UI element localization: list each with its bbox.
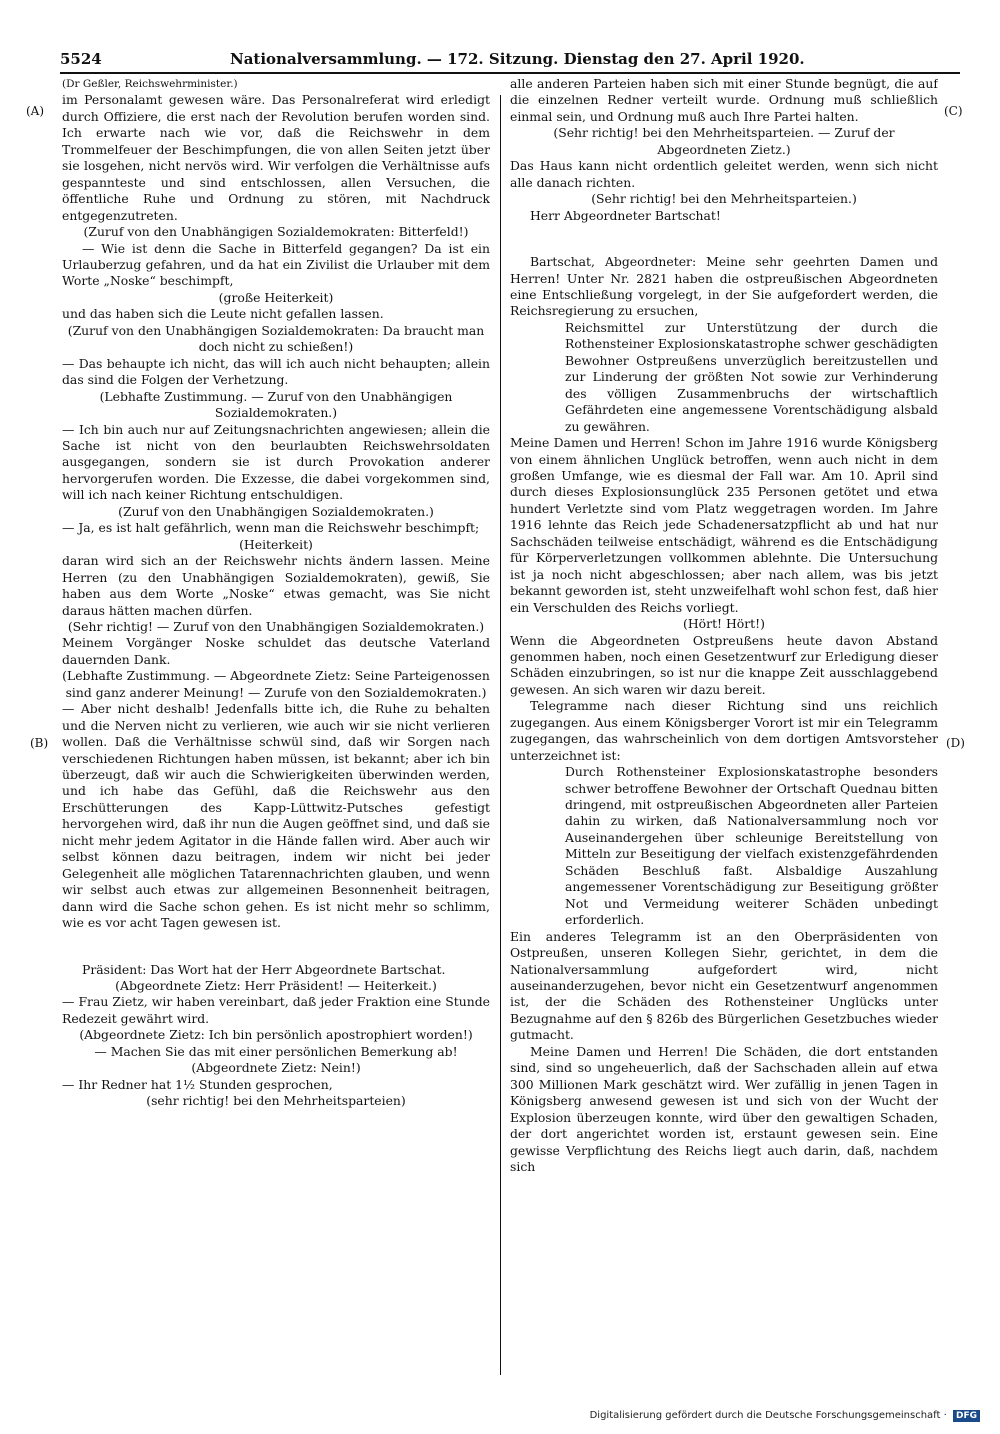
margin-marker-a: (A) (26, 104, 45, 118)
paragraph: — Wie ist denn die Sache in Bitterfeld gegangen? Da ist ein Urlauberzug gefahren, und da hat ein Zivilist die Urlauber mit dem Worte „Noske“ beschimpft, (62, 240, 490, 289)
interjection: (Abgeordnete Zietz: Nein!) (191, 1060, 361, 1076)
interjection: (Sehr richtig! bei den Mehrheitsparteien. — Zuruf der Abgeordneten Zietz.) (553, 125, 895, 157)
paragraph: im Personalamt gewesen wäre. Das Personalreferat wird erledigt durch Offiziere, die erst nach der Revolution berufen worden sind. Ich erwarte nach wie vor, daß die Reichswehr in dem Trommelfeuer der Beschimpfungen, die von allen Seiten jetzt über sie losgehen, nicht nervös wird. Wir verfolgen die Verhältnisse aufs gespannteste und sind entschlossen, allen Versuchen, die öffentliche Ruhe und Ordnung zu stören, mit Nachdruck entgegenzutreten. (62, 92, 490, 223)
interjection: (sehr richtig! bei den Mehrheitsparteien) (146, 1093, 406, 1109)
left-column (62, 76, 490, 1376)
interjection: (Lebhafte Zustimmung. — Zuruf von den Unabhängigen Sozialdemokraten.) (99, 388, 453, 421)
paragraph: Herr Abgeordneter Bartschat! (530, 207, 721, 223)
paragraph: Wenn die Abgeordneten Ostpreußens heute davon Abstand genommen haben, noch einen Gesetzentwurf zur Erledigung dieser Schäden einzubringen, so ist nur die knappe Zeit ausschlaggebend gewesen. An sich waren wir dazu bereit. (510, 632, 938, 697)
paragraph: — Das behaupte ich nicht, das will ich auch nicht behaupten; allein das sind die Folgen der Verhetzung. (62, 355, 490, 388)
footer-text: Digitalisierung gefördert durch die Deutsche Forschungsgemeinschaft · (589, 1410, 947, 1421)
margin-marker-c: (C) (944, 104, 963, 118)
speaker-note: (Dr Geßler, Reichswehrminister.) (62, 78, 238, 90)
interjection: (Abgeordnete Zietz: Herr Präsident! — Heiterkeit.) (115, 978, 437, 994)
paragraph: Ein anderes Telegramm ist an den Oberpräsidenten von Ostpreußen, unseren Kollegen Siehr, gerichtet, in dem die Nationalversammlung aufgefordert wird, nicht auseinanderzugehen, bevor nicht ein Gesetzentwurf angenommen ist, der die Schäden des Rothensteiner Unglücks unter Bezugnahme auf den § 826b des Bürgerlichen Gesetzbuches wieder gutmacht. (510, 928, 938, 1043)
interjection: (Heiterkeit) (239, 536, 313, 552)
paragraph: und das haben sich die Leute nicht gefallen lassen. (62, 306, 384, 322)
paragraph: — Ihr Redner hat 1½ Stunden gesprochen, (62, 1076, 333, 1092)
paragraph: Das Haus kann nicht ordentlich geleitet werden, wenn sich nicht alle danach richten. (510, 158, 938, 190)
president-statement: Präsident: Das Wort hat der Herr Abgeordnete Bartschat. (82, 961, 446, 977)
paragraph: — Ich bin auch nur auf Zeitungsnachrichten angewiesen; allein die Sache ist nicht von den beurlaubten Reichswehrsoldaten ausgegangen, sondern sie ist durch Provokation anderer hervorgerufen worden. Die Exzesse, die dabei vorgekommen sind, will ich nach keiner Richtung entschuldigen. (62, 421, 490, 503)
interjection: (Abgeordnete Zietz: Ich bin persönlich apostrophiert worden!) (79, 1027, 473, 1043)
margin-marker-b: (B) (30, 736, 49, 750)
paragraph: Telegramme nach dieser Richtung sind uns reichlich zugegangen. Aus einem Königsberger Vorort ist mir ein Telegramm zugegangen, das wahrscheinlich von dem dortigen Amtsvorsteher unterzeichnet ist: (510, 698, 938, 763)
paragraph: Meine Damen und Herren! Schon im Jahre 1916 wurde Königsberg von einem ähnlichen Unglück betroffen, wenn auch nicht in dem großen Umfange, wie es diesmal der Fall war. Am 10. April sind durch dieses Explosionsunglück 235 Personen getötet und etwa hundert Verletzte sind vom Platz weggetragen worden. Im Jahre 1916 lehnte das Reich jede Schadenersatzpflicht ab und hat nur Sachschäden teilweise entschädigt, während es die Entschädigung für Körperverletzungen vollkommen ablehnte. Die Untersuchung ist ja noch nicht abgeschlossen; aber nach allem, was bis jetzt bekannt geworden ist, steht unzweifelhaft wohl schon fest, daß hier ein Verschulden des Reichs vorliegt. (510, 435, 938, 615)
interjection: (Zuruf von den Unabhängigen Sozialdemokraten: Bitterfeld!) (83, 224, 469, 240)
page-number: 5524 (60, 50, 102, 68)
margin-marker-d: (D) (946, 736, 965, 750)
dfg-logo: DFG (953, 1410, 980, 1422)
interjection: (Sehr richtig! bei den Mehrheitsparteien.) (591, 191, 857, 207)
interjection: (Sehr richtig! — Zuruf von den Unabhängigen Sozialdemokraten.) (67, 618, 485, 634)
page-header (60, 50, 960, 74)
paragraph: — Frau Zietz, wir haben vereinbart, daß jeder Fraktion eine Stunde Redezeit gewährt wird. (62, 994, 490, 1026)
paragraph: — Machen Sie das mit einer persönlichen Bemerkung ab! (94, 1043, 458, 1059)
paragraph: Meine Damen und Herren! Die Schäden, die dort entstanden sind, sind so ungeheuerlich, daß der Sachschaden allein auf etwa 300 Millionen Mark geschätzt wird. Wer zufällig in jenen Tagen in Königsberg anwesend gewesen ist und sich von der Wucht der Explosion überzeugen konnte, wird über den gewaltigen Schaden, der dort angerichtet worden ist, erstaunt gewesen sein. Eine gewisse Verpflichtung des Reichs liegt auch darin, daß, nachdem sich (510, 1043, 938, 1174)
quoted-resolution: Reichsmittel zur Unterstützung der durch die Rothensteiner Explosionskatastrophe schwer geschädigten Bewohner Ostpreußens unverzüglich bereitzustellen und zur Linderung der größten Not sowie zur Verhinderung des völligen Zusammenbruchs der wirtschaftlich Gefährdeten eine angemessene Vorentschädigung alsbald zu gewähren. (565, 319, 938, 434)
interjection: (Zuruf von den Unabhängigen Sozialdemokraten: Da braucht man doch nicht zu schießen!) (67, 322, 485, 355)
interjection: (Zuruf von den Unabhängigen Sozialdemokraten.) (118, 503, 434, 519)
paragraph: daran wird sich an der Reichswehr nichts ändern lassen. Meine Herren (zu den Unabhängigen Sozialdemokraten), gewiß, Sie haben aus dem Worte „Noske“ etwas gemacht, was Sie nicht daraus hätten machen dürfen. (62, 553, 490, 618)
running-title: Nationalversammlung. — 172. Sitzung. Dienstag den 27. April 1920. (230, 50, 805, 68)
right-column (510, 76, 938, 1376)
footer-credit (590, 1410, 980, 1422)
paragraph: alle anderen Parteien haben sich mit einer Stunde begnügt, die auf die einzelnen Redner verteilt wurde. Ordnung muß schließlich einmal sein, und Ordnung muß auch Ihre Partei halten. (510, 76, 938, 124)
paragraph: — Ja, es ist halt gefährlich, wenn man die Reichswehr beschimpft; (62, 520, 480, 536)
paragraph: — Aber nicht deshalb! Jedenfalls bitte ich, die Ruhe zu behalten und die Nerven nicht zu verlieren, wie auch wir sie nicht verlieren wollen. Daß die Verhältnisse schwül sind, daß wir Sorgen nach verschiedenen Richtungen haben müssen, ist bekannt; aber ich bin überzeugt, daß wir auch die Schwierigkeiten überwinden werden, und ich habe das Gefühl, daß die Reichswehr aus den Erschütterungen des Kapp-Lüttwitz-Putsches gefestigt hervorgehen wird, daß ihr nun die Augen geöffnet sind, und daß sie nicht mehr jedem Agitator in die Hände fallen wird. Aber auch wir selbst können dazu beitragen, indem wir nicht bei jeder Gelegenheit alle möglichen Tatarennachrichten glauben, und wenn wir selbst auch etwas zur allgemeinen Besonnenheit beitragen, dann wird die Sache schon gehen. Es ist nicht mehr so schlimm, wie es vor acht Tagen gewesen ist. (62, 701, 490, 931)
interjection: (Lebhafte Zustimmung. — Abgeordnete Zietz: Seine Parteigenossen sind ganz anderer Meinung! — Zurufe von den Sozialdemokraten.) (62, 668, 490, 700)
quoted-telegram: Durch Rothensteiner Explosionskatastrophe besonders schwer betroffene Bewohner der Ortschaft Quednau bitten dringend, mit ostpreußischen Abgeordneten aller Parteien dahin zu wirken, daß Nationalversammlung noch vor Auseinandergehen über schleunige Bereitstellung von Mitteln zur Beseitigung der vielfach existenzgefährdenden Schäden Beschluß faßt. Alsbaldige Auszahlung angemessener Vorentschädigung zur Beseitigung größter Not und Vermeidung weiterer Schäden unbedingt erforderlich. (565, 764, 938, 928)
interjection: (große Heiterkeit) (218, 289, 334, 305)
paragraph: Meinem Vorgänger Noske schuldet das deutsche Vaterland dauernden Dank. (62, 635, 490, 667)
column-divider (500, 95, 501, 1375)
interjection: (Hört! Hört!) (683, 616, 765, 632)
speaker-statement: Bartschat, Abgeordneter: Meine sehr geehrten Damen und Herren! Unter Nr. 2821 haben die ostpreußischen Abgeordneten eine Entschließung vorgelegt, in der Sie aufgefordert werden, die Reichsregierung zu ersuchen, (510, 254, 938, 319)
